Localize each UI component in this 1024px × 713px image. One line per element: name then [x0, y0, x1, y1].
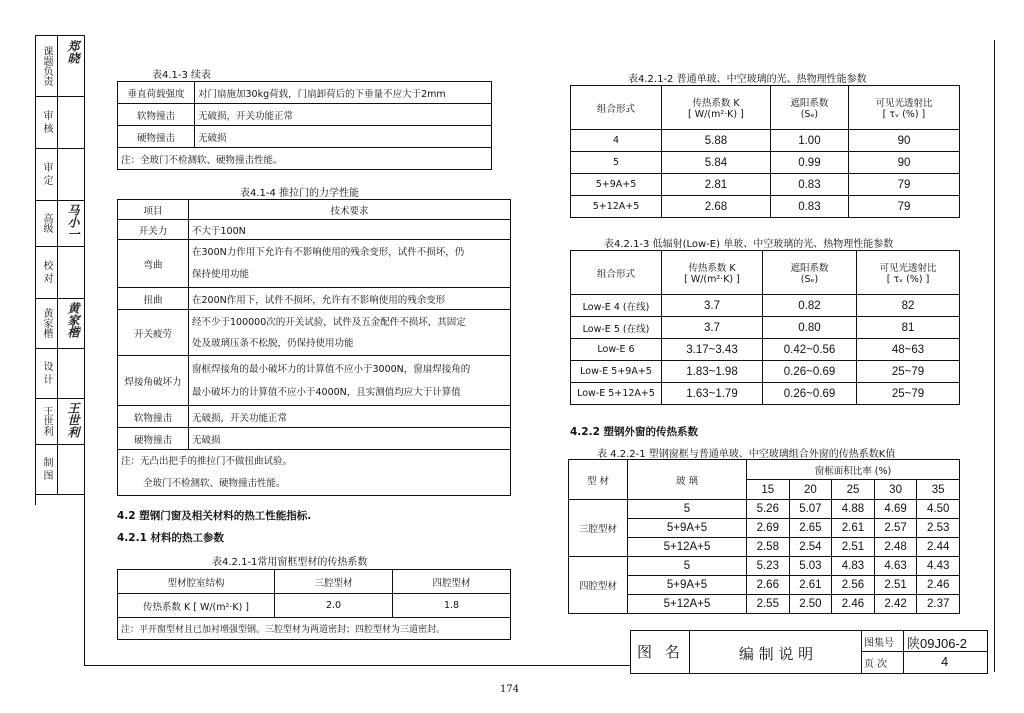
frame-inner-left-border [84, 35, 85, 665]
t4212-cell: 5.88 [662, 130, 771, 152]
t4213-h1: 传热系数 K [ W/(m²·K) ] [662, 251, 763, 295]
t413-r2-label: 硬物撞击 [118, 126, 195, 148]
side-signature: 马小一 [66, 204, 80, 240]
table-row [569, 500, 960, 519]
side-label: 王世利 [41, 406, 52, 436]
side-signature [60, 250, 82, 294]
t4221-h-glass: 玻 璃 [628, 460, 747, 500]
t4221-cell: 2.51 [832, 538, 875, 557]
side-signature [60, 100, 82, 144]
t4221-h-ratio: 窗框面积比率 (%) [747, 460, 960, 480]
t4213-cell: 0.26~0.69 [762, 361, 856, 383]
table-4-2-1-1 [117, 569, 511, 640]
t4221-cell: 2.58 [747, 538, 790, 557]
t414-r1-item: 弯曲 [118, 240, 189, 288]
t4221-cell: 2.44 [917, 538, 960, 557]
section-4-2-1-heading: 4.2.1 材料的热工参数 [117, 532, 225, 544]
t4221-ratio: 35 [917, 480, 960, 500]
t4213-cell: Low-E 6 [571, 339, 662, 361]
table-row [571, 196, 960, 218]
title-divider-1 [689, 631, 690, 673]
t4211-note: 注：平开窗型材且已加衬增强型钢。三腔型材为两道密封；四腔型材为三道密封。 [118, 618, 511, 640]
t4221-cell: 5.03 [789, 557, 832, 576]
t4221-ratio: 15 [747, 480, 790, 500]
t4221-cell: 2.69 [747, 519, 790, 538]
section-4-2-heading: 4.2 塑钢门窗及相关材料的热工性能指标. [117, 510, 312, 522]
t4213-cell: Low-E 5 (在线) [571, 317, 662, 339]
side-signature [60, 352, 82, 394]
t4213-cell: Low-E 4 (在线) [571, 295, 662, 317]
t4211-h2: 四腔型材 [392, 570, 510, 594]
frame-bottom-border [84, 665, 630, 666]
t4212-cell: 4 [571, 130, 662, 152]
side-signature [60, 448, 82, 490]
t414-r2-req: 在200N作用下，试件不损坏，允许有不影响使用的残余变形 [189, 288, 511, 310]
t4212-cell: 5+12A+5 [571, 196, 662, 218]
t4221-cell: 2.54 [789, 538, 832, 557]
t4221-cell: 2.57 [874, 519, 917, 538]
side-column-divider [57, 36, 58, 494]
side-label: 校 对 [41, 260, 52, 284]
table-4-2-1-3 [570, 250, 960, 405]
t4221-cell: 2.50 [789, 595, 832, 614]
t4221-cell: 5.07 [789, 500, 832, 519]
t4212-cell: 0.83 [770, 196, 848, 218]
t413-r2-value: 无破损 [195, 126, 492, 148]
t4221-cell: 4.43 [917, 557, 960, 576]
t414-r3-item: 开关疲劳 [118, 310, 189, 356]
table-row [571, 317, 960, 339]
t4212-h1: 传热系数 K [ W/(m²·K) ] [662, 86, 771, 130]
t4213-cell: 0.82 [762, 295, 856, 317]
t4213-cell: 25~79 [857, 361, 960, 383]
page-no: 4 [941, 654, 949, 669]
side-label: 黄家楷 [41, 308, 52, 338]
t4213-h0: 组合形式 [571, 251, 662, 295]
t4221-cell: 4.50 [917, 500, 960, 519]
t4213-cell: 48~63 [857, 339, 960, 361]
t4221-cell: 5 [628, 557, 747, 576]
table-row [571, 383, 960, 405]
side-label: 设 计 [41, 361, 52, 385]
t4221-cell: 2.55 [747, 595, 790, 614]
page-number: 174 [500, 684, 520, 695]
t4213-cell: 3.7 [662, 295, 763, 317]
t4211-r1: 2.0 [275, 594, 393, 618]
t4211-h1: 三腔型材 [275, 570, 393, 594]
t413-r1-label: 软物撞击 [118, 104, 195, 126]
atlas-label: 图集号 [864, 638, 894, 649]
t414-r0-item: 开关力 [118, 220, 189, 240]
page-label: 页 次 [864, 659, 888, 670]
side-signature: 王世利 [66, 402, 80, 438]
atlas-number: 陕09J06-2 [907, 636, 967, 651]
t4212-cell: 90 [848, 152, 959, 174]
table-row [569, 519, 960, 538]
t4221-cell: 5+9A+5 [628, 576, 747, 595]
side-signature: 黄家楷 [66, 302, 80, 338]
t4213-cell: Low-E 5+9A+5 [571, 361, 662, 383]
t413-note: 注：全玻门不检测软、硬物撞击性能。 [118, 148, 492, 170]
t4213-caption: 表4.2.1-3 低辐射(Low-E) 单玻、中空玻璃的光、热物理性能参数 [604, 239, 894, 250]
table-row [571, 174, 960, 196]
t4221-cell: 4.83 [832, 557, 875, 576]
t4212-cell: 1.00 [770, 130, 848, 152]
t414-r5-item: 软物撞击 [118, 406, 189, 428]
table-row [571, 339, 960, 361]
t4221-cell: 2.48 [874, 538, 917, 557]
t4212-cell: 90 [848, 130, 959, 152]
t4213-cell: 0.42~0.56 [762, 339, 856, 361]
t414-r6-req: 无破损 [189, 428, 511, 450]
title-block [630, 630, 988, 674]
table-row [571, 295, 960, 317]
table-row [571, 361, 960, 383]
t414-r5-req: 无破损，开关功能正常 [189, 406, 511, 428]
t4213-cell: 1.63~1.79 [662, 383, 763, 405]
t4213-cell: 1.83~1.98 [662, 361, 763, 383]
t414-r1-req: 在300N力作用下允许有不影响使用的残余变形，试件不损坏，仍 保持使用功能 [189, 240, 511, 288]
table-row [569, 576, 960, 595]
t4212-h0: 组合形式 [571, 86, 662, 130]
t4221-ratio: 20 [789, 480, 832, 500]
side-label: 审 核 [41, 110, 52, 134]
t4221-h-type: 型 材 [569, 460, 628, 500]
t4212-caption: 表4.2.1-2 普通单玻、中空玻璃的光、热物理性能参数 [628, 74, 867, 85]
t4212-cell: 79 [848, 196, 959, 218]
t414-header-item: 项目 [118, 200, 189, 220]
t4213-cell: 0.26~0.69 [762, 383, 856, 405]
t4211-h0: 型材腔室结构 [118, 570, 275, 594]
t414-r0-req: 不大于100N [189, 220, 511, 240]
t413-r0-label: 垂直荷载强度 [118, 82, 195, 104]
t414-r6-item: 硬物撞击 [118, 428, 189, 450]
table-4-2-2-1 [568, 459, 960, 614]
t4221-caption: 表 4.2.2-1 塑钢窗框与普通单玻、中空玻璃组合外窗的传热系数K值 [597, 449, 896, 460]
t4213-cell: 25~79 [857, 383, 960, 405]
t4211-caption: 表4.2.1-1常用窗框型材的传热系数 [212, 557, 368, 568]
t4221-cell: 5+12A+5 [628, 538, 747, 557]
t4213-cell: 0.80 [762, 317, 856, 339]
t4221-cell: 2.61 [789, 576, 832, 595]
t4221-cell: 5+9A+5 [628, 519, 747, 538]
table-row [569, 595, 960, 614]
side-signature [60, 152, 82, 196]
t4221-cell: 5 [628, 500, 747, 519]
t4211-r2: 1.8 [392, 594, 510, 618]
t4213-h3: 可见光透射比 [ τᵥ (%) ] [857, 251, 960, 295]
t4221-type: 三腔型材 [569, 500, 628, 557]
t414-note: 注：无凸出把手的推拉门不做扭曲试验。 全玻门不检测软、硬物撞击性能。 [118, 450, 511, 496]
t4221-cell: 2.46 [832, 595, 875, 614]
t4212-h3: 可见光透射比 [ τᵥ (%) ] [848, 86, 959, 130]
t4213-cell: 3.17~3.43 [662, 339, 763, 361]
t4221-cell: 5.23 [747, 557, 790, 576]
t413-r0-value: 对门扇施加30kg荷载，门扇卸荷后的下垂量不应大于2mm [195, 82, 492, 104]
t414-r3-req: 经不少于100000次的开关试验，试件及五金配件不损坏，其固定 处及玻璃压条不松脱，仍保持使用功能 [189, 310, 511, 356]
t4212-cell: 5 [571, 152, 662, 174]
section-4-2-2-heading: 4.2.2 塑钢外窗的传热系数 [570, 426, 699, 438]
t414-r4-req: 窗框焊接角的最小破坏力的计算值不应小于3000N，窗扇焊接角的 最小破坏力的计算值不应小于4000N，且实测值均应大于计算值 [189, 356, 511, 406]
t4213-cell: 3.7 [662, 317, 763, 339]
t4221-cell: 4.63 [874, 557, 917, 576]
t4212-cell: 5.84 [662, 152, 771, 174]
side-label: 课题负责 [41, 46, 52, 86]
t4212-h2: 遮阳系数 (Sₑ) [770, 86, 848, 130]
table-4-1-3 [117, 81, 492, 170]
t4221-cell: 2.37 [917, 595, 960, 614]
title-divider-4 [903, 631, 904, 673]
side-label: 制 图 [41, 457, 52, 481]
title-divider-2 [861, 631, 862, 673]
t4221-cell: 2.51 [874, 576, 917, 595]
table-row [571, 152, 960, 174]
t4212-cell: 0.99 [770, 152, 848, 174]
t4221-cell: 2.42 [874, 595, 917, 614]
title-name: 编 制 说 明 [738, 645, 814, 663]
t4213-h2: 遮阳系数 (Sₑ) [762, 251, 856, 295]
table-row [571, 130, 960, 152]
table-row [569, 557, 960, 576]
t4212-cell: 0.83 [770, 174, 848, 196]
t4212-cell: 5+9A+5 [571, 174, 662, 196]
t414-r2-item: 扭曲 [118, 288, 189, 310]
t4221-cell: 2.46 [917, 576, 960, 595]
t4221-cell: 5+12A+5 [628, 595, 747, 614]
table-4-1-4 [117, 199, 511, 496]
side-label: 审 定 [41, 162, 52, 186]
t4211-r0: 传热系数 K [ W/(m²·K) ] [118, 594, 275, 618]
table-4-2-1-2 [570, 85, 960, 218]
t4221-cell: 2.61 [832, 519, 875, 538]
t413-r1-value: 无破损，开关功能正常 [195, 104, 492, 126]
t4221-cell: 2.56 [832, 576, 875, 595]
t414-r4-item: 焊接角破坏力 [118, 356, 189, 406]
t414-header-req: 技术要求 [189, 200, 511, 220]
t4221-cell: 4.69 [874, 500, 917, 519]
table-row [569, 538, 960, 557]
t4213-cell: Low-E 5+12A+5 [571, 383, 662, 405]
t413-caption: 表4.1-3 续表 [152, 70, 212, 81]
t4221-cell: 2.53 [917, 519, 960, 538]
t4221-cell: 5.26 [747, 500, 790, 519]
t4212-cell: 79 [848, 174, 959, 196]
t4212-cell: 2.81 [662, 174, 771, 196]
side-signature: 郑晓 [66, 40, 80, 64]
t4213-cell: 82 [857, 295, 960, 317]
side-label: 高级 [41, 213, 52, 233]
t4212-cell: 2.68 [662, 196, 771, 218]
t4221-ratio: 30 [874, 480, 917, 500]
t4221-cell: 2.66 [747, 576, 790, 595]
t4221-cell: 4.88 [832, 500, 875, 519]
t4221-cell: 2.65 [789, 519, 832, 538]
t4221-ratio: 25 [832, 480, 875, 500]
t4213-cell: 81 [857, 317, 960, 339]
t414-caption: 表4.1-4 推拉门的力学性能 [240, 188, 360, 199]
title-name-label: 图 名 [637, 643, 684, 661]
t4221-type: 四腔型材 [569, 557, 628, 614]
frame-right-border [994, 40, 995, 672]
